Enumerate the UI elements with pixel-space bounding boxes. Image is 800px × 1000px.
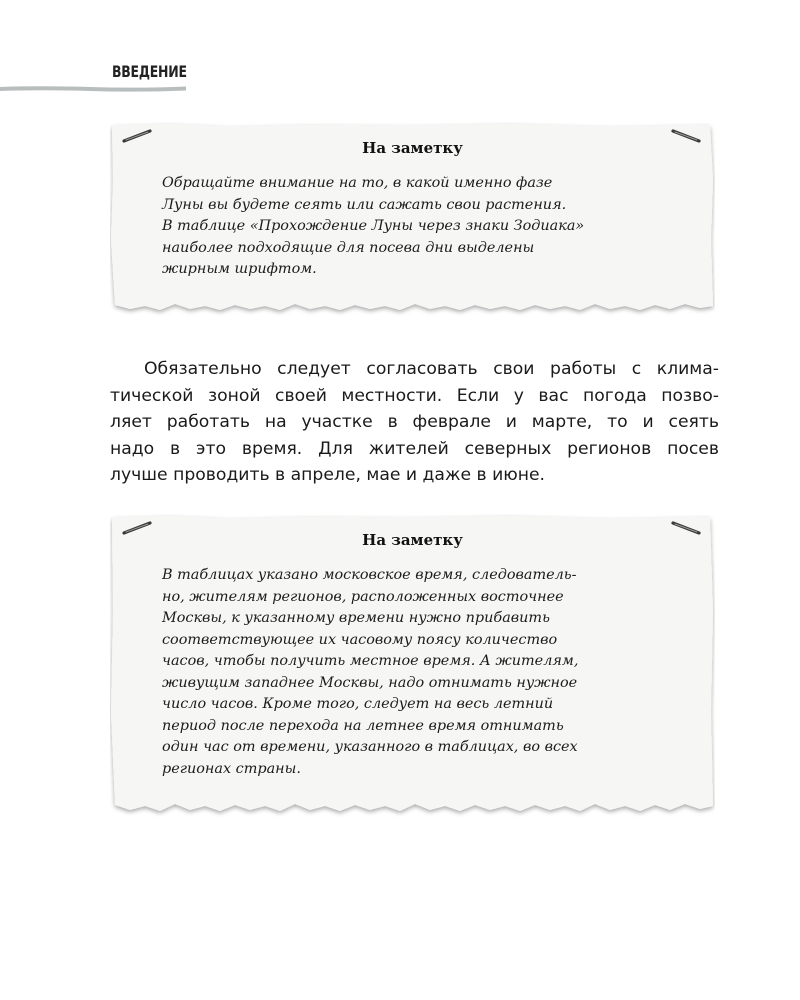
note-card-1	[110, 120, 715, 320]
paragraph-line: ляет работать на участке в феврале и марте, то и сеять	[110, 412, 719, 432]
note-line: но, жителям регионов, расположенных восточнее	[162, 588, 564, 605]
note-line: часов, чтобы получить местное время. А жителям,	[162, 653, 579, 669]
section-header	[0, 58, 190, 98]
paragraph-line: лучше проводить в апреле, мае и даже в июне.	[110, 465, 545, 485]
note-line: регионах страны.	[162, 760, 301, 777]
note-line: В таблице «Прохождение Луны через знаки Зодиака»	[162, 218, 585, 234]
paragraph-line: тической зоной своей местности. Если у вас погода позво-	[110, 385, 719, 406]
body-paragraph	[110, 356, 719, 489]
paragraph-line: надо в это время. Для жителей северных регионов посев	[110, 438, 719, 459]
section-title: ВВЕДЕНИЕ	[112, 62, 187, 81]
note-line: один час от времени, указанного в таблицах, во всех	[162, 739, 578, 755]
note-line: число часов. Кроме того, следует на весь летний	[162, 696, 554, 712]
note-line: Москвы, к указанному времени нужно прибавить	[162, 610, 550, 626]
note-line: Луны вы будете сеять или сажать свои растения.	[162, 196, 567, 213]
note-line: соответствующее их часовому поясу количество	[162, 631, 558, 648]
note-line: период после перехода на летнее время отнимать	[162, 717, 564, 734]
note-line: В таблицах указано московское время, следователь-	[162, 567, 577, 583]
note-title: На заметку	[362, 531, 463, 549]
paragraph-line: Обязательно следует согласовать свои работы с клима-	[144, 359, 719, 379]
note-line: жирным шрифтом.	[162, 261, 317, 277]
note-body	[162, 173, 682, 281]
note-title: На заметку	[362, 139, 463, 157]
note-line: живущим западнее Москвы, надо отнимать нужное	[162, 674, 578, 691]
note-card-2	[110, 512, 715, 822]
note-body	[162, 565, 682, 780]
note-line: Обращайте внимание на то, в какой именно фазе	[162, 175, 553, 191]
section-rule	[0, 86, 186, 92]
note-line: наиболее подходящие для посева дни выделены	[162, 239, 535, 256]
